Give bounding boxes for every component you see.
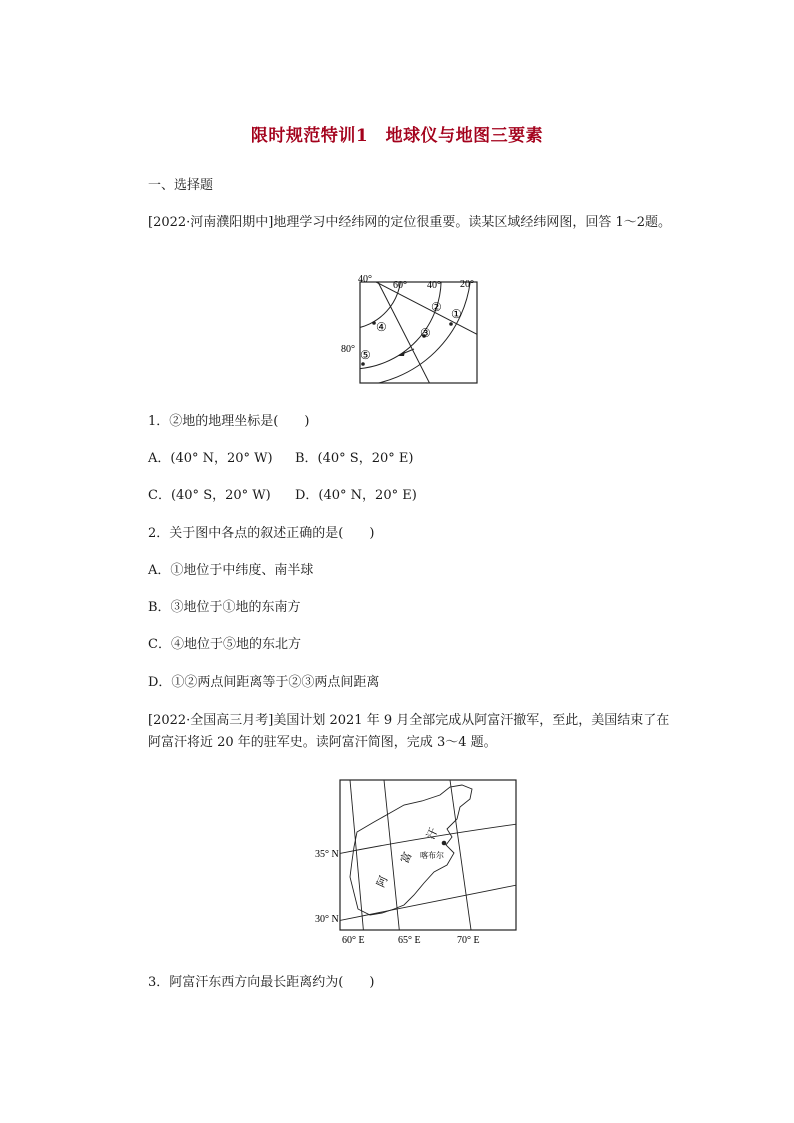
point-1: ① [451,307,462,321]
lon-label-65e: 65° E [398,935,421,946]
q1-option-d: D．(40° N，20° E) [295,488,417,503]
country-label-han: 汗 [424,826,441,842]
section-heading: 一、选择题 [148,178,214,193]
lon-label-60: 60° [393,280,407,291]
q1-option-a: A．(40° N，20° W) [148,451,273,466]
q1-option-b: B．(40° S，20° E) [295,451,414,466]
point-3: ③ [420,326,431,340]
q2-stem: 2．关于图中各点的叙述正确的是( ) [148,526,375,541]
intro-paragraph-2: [2022·全国高三月考]美国计划 2021 年 9 月全部完成从阿富汗撤军，至此，美国结束了在阿富汗将近 20 年的驻军史。读阿富汗简图，完成 3～4 题。 [148,713,670,750]
point-4: ④ [376,320,387,334]
q2-option-b: B．③地位于①地的东南方 [148,600,301,615]
page-title: 限时规范特训1 地球仪与地图三要素 [250,126,544,146]
q1-stem: 1．②地的地理坐标是( ) [148,414,310,429]
point-2: ② [431,300,442,314]
country-label-a: 阿 [374,874,391,890]
city-label-kabul: 喀布尔 [420,851,444,860]
graticule-figure [336,274,486,386]
lon-label-70e: 70° E [457,935,480,946]
q2-option-a: A．①地位于中纬度、南半球 [148,563,314,578]
q2-option-d: D．①②两点间距离等于②③两点间距离 [148,675,380,690]
q1-option-c: C．(40° S，20° W) [148,488,271,503]
country-label-fu: 富 [398,850,415,866]
lat-label-40: 40° [427,280,441,291]
q2-option-c: C．④地位于⑤地的东北方 [148,637,301,652]
lat-label-80: 80° [341,344,355,355]
q3-stem: 3．阿富汗东西方向最长距离约为( ) [148,975,375,990]
lat-label-35n: 35° N [315,849,339,860]
lon-label-40: 40° [358,274,372,285]
lat-label-20: 20° [460,279,474,290]
lat-label-30n: 30° N [315,914,339,925]
intro-paragraph-1: [2022·河南濮阳期中]地理学习中经纬网的定位很重要。读某区域经纬网图，回答 1～2题。 [148,215,672,230]
lon-label-60e: 60° E [342,935,365,946]
point-5: ⑤ [360,348,371,362]
afghanistan-map [312,777,524,947]
